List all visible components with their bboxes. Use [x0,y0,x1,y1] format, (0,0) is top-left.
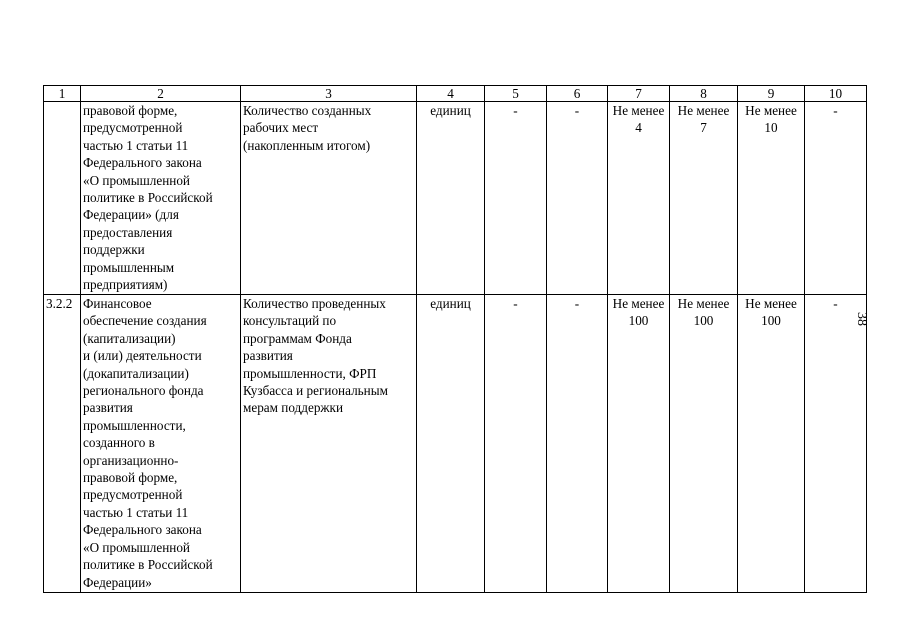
description-line: «О промышленной [83,539,190,555]
description-line: политике в Российской [83,557,213,573]
event-description [81,102,241,295]
description-line: и (или) деятельности [83,348,202,364]
value-line: 100 [693,313,714,329]
header-cell: 5 [485,86,547,102]
description-line: Федерации» [83,574,152,590]
value-cell-6: - [547,295,608,593]
value-cell-10: - [805,295,867,593]
indicator-name [241,295,417,593]
value-cell-8 [670,295,738,593]
value-line: Не менее [612,296,665,311]
description-line: поддержки [83,242,145,258]
header-cell: 2 [81,86,241,102]
header-cell: 4 [417,86,485,102]
description-line: правовой форме, [83,103,178,118]
description-line: политике в Российской [83,190,213,206]
value-line: 100 [761,313,781,329]
indicator-line: промышленности, ФРП [243,365,377,381]
indicator-line: развития [243,348,293,364]
event-description [81,295,241,593]
indicator-line: программам Фонда [243,330,352,346]
description-line: промышленным [83,259,175,275]
description-line: промышленности, [83,417,186,433]
description-line: Федерального закона [83,155,202,171]
value-line: 4 [635,120,642,136]
value-line: 100 [628,313,649,329]
indicator-line: рабочих мест [243,120,319,136]
value-cell-8 [670,102,738,295]
description-line: предусмотренной [83,487,183,503]
value-cell-5: - [485,295,547,593]
description-line: (докапитализации) [83,365,189,381]
header-cell: 7 [608,86,670,102]
description-line: развития [83,400,133,416]
value-cell-5: - [485,102,547,295]
description-line: предусмотренной [83,120,183,136]
header-row [44,86,867,102]
row-number [44,102,81,295]
indicators-table [43,85,867,593]
indicator-line: мерам поддержки [243,400,344,416]
value-cell-7 [608,102,670,295]
value-cell-9 [738,102,805,295]
value-cell-10: - [805,102,867,295]
description-line: регионального фонда [83,383,204,399]
value-line: 7 [700,120,707,136]
header-cell: 9 [738,86,805,102]
value-line: Не менее [745,296,797,311]
value-cell-7 [608,295,670,593]
description-line: частью 1 статьи 11 [83,137,189,153]
table-row [44,295,867,593]
description-line: правовой форме, [83,470,178,486]
indicator-line: Количество созданных [243,103,372,118]
indicator-name [241,102,417,295]
page-number: 38 [854,312,869,326]
header-cell: 8 [670,86,738,102]
description-line: частью 1 статьи 11 [83,504,189,520]
description-line: «О промышленной [83,172,190,188]
indicator-line: Количество проведенных [243,296,386,311]
header-cell: 3 [241,86,417,102]
description-line: организационно- [83,452,179,468]
value-line: Не менее [745,103,797,118]
value-line: 10 [764,120,778,136]
value-cell-6: - [547,102,608,295]
description-line: предприятиям) [83,277,168,293]
table-row [44,102,867,295]
indicator-line: консультаций по [243,313,337,329]
header-cell: 6 [547,86,608,102]
description-line: обеспечение создания [83,313,207,329]
description-line: Федерального закона [83,522,202,538]
value-line: Не менее [612,103,665,118]
description-line: созданного в [83,435,155,451]
description-line: (капитализации) [83,330,176,346]
description-line: предоставления [83,224,173,240]
value-line: Не менее [677,103,730,118]
header-cell: 10 [805,86,867,102]
indicator-line: Кузбасса и региональным [243,383,388,399]
value-cell-9 [738,295,805,593]
unit-cell: единиц [417,102,485,295]
indicator-line: (накопленным итогом) [243,137,371,153]
description-line: Федерации» (для [83,207,179,223]
unit-cell: единиц [417,295,485,593]
row-number: 3.2.2 [44,295,81,593]
header-cell: 1 [44,86,81,102]
description-line: Финансовое [83,296,152,311]
value-line: Не менее [677,296,730,311]
